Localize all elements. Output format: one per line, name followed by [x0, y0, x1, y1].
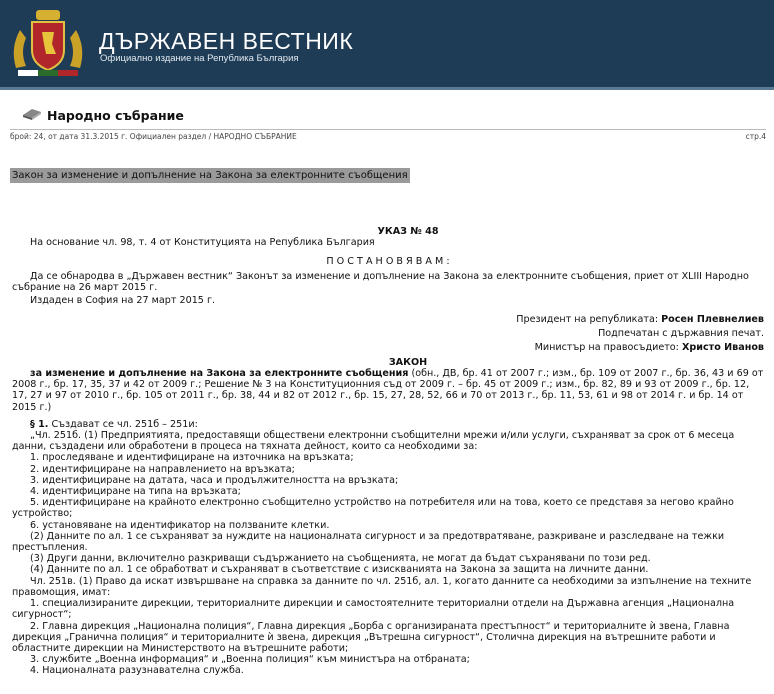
signature-seal: Подпечатан с държавния печат. — [598, 328, 764, 340]
body-line: 3. идентифициране на датата, часа и продължителността на връзката; — [30, 474, 399, 486]
body-line: 4. Националната разузнавателна служба. — [30, 665, 244, 677]
body-line: 1. специализираните дирекции, териториалните дирекции и самостоятелните териториални отдели на Държавна агенция „Национална сигурност“; — [12, 598, 735, 621]
document-body — [12, 226, 764, 677]
decree-title: УКАЗ № 48 — [377, 226, 439, 237]
body-line: (4) Данните по ал. 1 се обработват и съхраняват в съответствие с изискванията на Закона за защита на личните данни. — [30, 564, 649, 576]
decree-basis: На основание чл. 98, т. 4 от Конституцията на Република България — [30, 237, 375, 249]
zakon-subtitle-bold: за изменение и допълнение на Закона за електронните съобщения — [30, 368, 409, 380]
decree-body: Да се обнародва в „Държавен вестник“ Законът за изменение и допълнение на Закона за електронните съобщения, приет от XLIII Народно събрание на 26 март 2015 г. — [12, 270, 749, 293]
signature-name: Христо Иванов — [681, 341, 764, 353]
site-header — [0, 0, 774, 90]
body-line: (2) Данните по ал. 1 се съхраняват за нуждите на националната сигурност и за предотвратяване, разкриване и разследване на тежки престъпления. — [12, 530, 725, 554]
paragraph-1 — [12, 419, 764, 430]
paragraph-number: § 1. — [30, 418, 49, 430]
law-title-banner[interactable]: Закон за изменение и допълнение на Закона за електронните съобщения — [12, 170, 408, 181]
signature-president — [12, 314, 764, 325]
body-line: Чл. 251в. (1) Право да искат извършване на справка за данните по чл. 251б, ал. 1, когато данните са необходими за изпълнение на техните правомощия, имат: — [12, 575, 752, 598]
signature-label: Министър на правосъдието: — [534, 341, 682, 353]
signature-label: Президент на републиката: — [516, 314, 662, 326]
body-line: 1. проследяване и идентифициране на източника на връзката; — [30, 452, 354, 464]
signature-name: Росен Плевнелиев — [661, 314, 764, 326]
issue-meta — [10, 129, 766, 141]
body-line: 5. идентифициране на крайното електронно съобщително устройство на потребителя или на това, което се представя за негово крайно устройство; — [12, 497, 734, 520]
decree-word: П О С Т А Н О В Я В А М : — [326, 256, 450, 268]
zakon-subtitle — [12, 368, 764, 413]
paragraph-text: Създават се чл. 251б – 251и: — [48, 418, 198, 430]
page-number: стр.4 — [745, 132, 766, 141]
body-line: „Чл. 251б. (1) Предприятията, предоставящи обществени електронни съобщителни мрежи и/или услуги, съхраняват за срок от 6 месеца данни, създадени или обработени в процеса на тяхната дейност, които са необходими за: — [12, 430, 735, 453]
signature-minister — [12, 342, 764, 353]
body-line: 4. идентифициране на типа на връзката; — [30, 486, 241, 498]
body-line: 2. Главна дирекция „Национална полиция“, Главна дирекция „Борба с организираната престъпност“ и териториалните ѝ звена, Главна дирекция „Гранична полиция“ и териториалните ѝ звена, дирекция „Вътрешна сигурност“, Столична дирекция на вътрешните работи и областните дирекции на Министерството на вътрешните работи; — [12, 620, 730, 654]
body-line: 6. установяване на идентификатор на ползваните клетки. — [30, 519, 330, 531]
coat-of-arms-icon[interactable] — [6, 8, 90, 80]
body-line: (3) Други данни, включително разкриващи съдържанието на съобщенията, не могат да бъдат съхранявани по този ред. — [30, 553, 651, 565]
section-title[interactable]: Народно събрание — [47, 108, 184, 123]
book-icon — [22, 106, 42, 120]
zakon-subtitle-rest: (обн., ДВ, бр. 41 от 2007 г.; изм., бр. 109 от 2007 г., бр. 36, 43 и 69 от 2008 г., бр. 17, 35, 37 и 42 от 2009 г.; Решение № 3 на Конституционния съд от 2009 г. – бр. 45 от 2009 г.; изм., бр. 82, 89 и 93 от 2009 г., бр. 12, 17, 27 и 97 от 2010 г., бр. 105 от 2011 г., бр. 38, 44 и 82 от 2012 г., бр. 15, 27, 28, 52, 66 и 70 от 2013 г., бр. 11, 53, 61 и 98 от 2014 г. и бр. 14 от 2015 г.) — [12, 368, 764, 413]
site-title[interactable]: ДЪРЖАВЕН ВЕСТНИК — [99, 28, 354, 54]
body-line: 2. идентифициране на направлението на връзката; — [30, 463, 295, 475]
site-subtitle: Официално издание на Република България — [100, 53, 299, 64]
decree-issued: Издаден в София на 27 март 2015 г. — [30, 295, 216, 307]
issue-meta-left: брой: 24, от дата 31.3.2015 г. Официален раздел / НАРОДНО СЪБРАНИЕ — [10, 132, 297, 141]
zakon-heading: ЗАКОН — [388, 356, 428, 368]
body-line: 3. службите „Военна информация“ и „Военна полиция“ към министъра на отбраната; — [30, 654, 470, 666]
